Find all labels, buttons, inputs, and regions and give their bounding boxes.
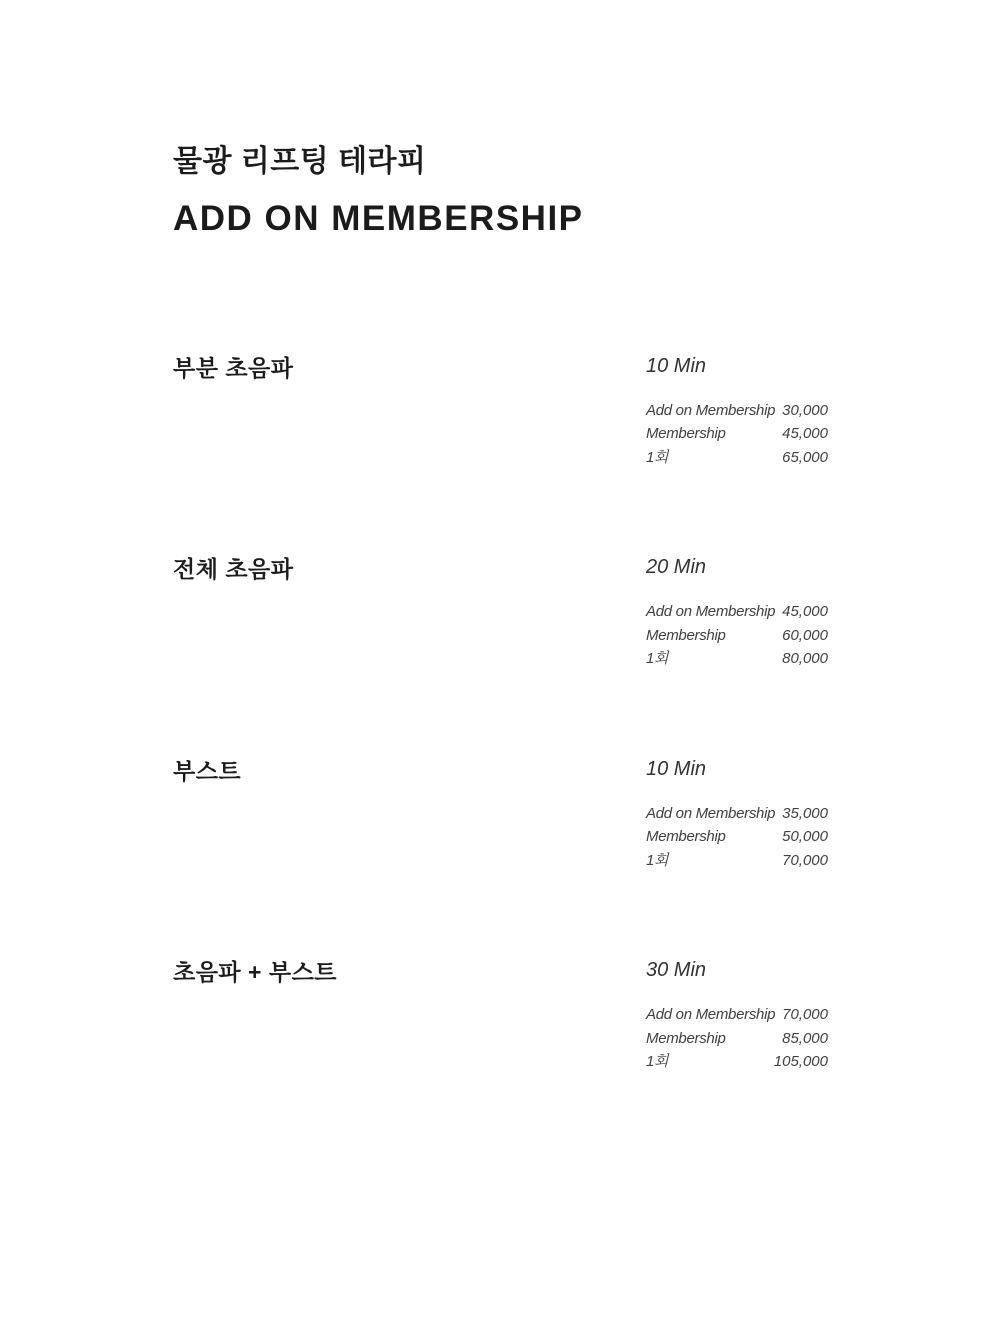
page-title-english: ADD ON MEMBERSHIP xyxy=(173,199,584,238)
price-row xyxy=(646,422,828,446)
service-duration: 30 Min xyxy=(646,959,707,981)
price-tier-value: 105,000 xyxy=(773,1053,828,1070)
price-tier-label: Membership xyxy=(646,626,726,644)
price-row xyxy=(646,624,828,648)
price-tier-label: Add on Membership xyxy=(646,401,776,419)
price-row xyxy=(646,802,828,826)
price-tier-label: Membership xyxy=(646,1029,726,1047)
price-list xyxy=(646,802,828,873)
price-tier-label: 1회 xyxy=(646,650,669,667)
price-tier-label: Add on Membership xyxy=(646,804,776,822)
service-pricing-column xyxy=(646,758,828,873)
menu-header xyxy=(173,0,828,239)
service-duration: 10 Min xyxy=(646,757,707,780)
price-tier-label: Add on Membership xyxy=(646,1006,776,1023)
price-tier-label: 1회 xyxy=(646,448,669,466)
price-tier-label: Add on Membership xyxy=(646,603,776,620)
service-section xyxy=(173,959,828,1074)
price-tier-label: Membership xyxy=(646,425,726,442)
price-tier-value: 70,000 xyxy=(782,1006,828,1023)
service-name: 부스트 xyxy=(173,757,242,784)
price-row xyxy=(646,399,828,423)
price-tier-value: 65,000 xyxy=(782,448,828,466)
price-tier-value: 80,000 xyxy=(782,650,828,667)
service-section xyxy=(173,556,828,671)
service-duration: 10 Min xyxy=(646,354,707,377)
price-tier-label: 1회 xyxy=(646,851,669,869)
price-tier-value: 45,000 xyxy=(782,603,828,620)
page-title-korean: 물광 리프팅 테라피 xyxy=(173,145,427,178)
service-section xyxy=(173,355,828,470)
price-row xyxy=(646,825,828,849)
price-tier-label: 1회 xyxy=(646,1053,669,1070)
price-row xyxy=(646,1050,828,1074)
price-row xyxy=(646,446,828,470)
service-pricing-column xyxy=(646,355,828,470)
price-list xyxy=(646,600,828,671)
price-tier-label: Membership xyxy=(646,828,726,845)
service-section xyxy=(173,758,828,873)
price-row xyxy=(646,600,828,624)
price-tier-value: 45,000 xyxy=(782,425,828,442)
service-name: 초음파 + 부스트 xyxy=(173,959,338,985)
service-name: 부분 초음파 xyxy=(173,354,294,381)
price-tier-value: 60,000 xyxy=(782,626,828,644)
service-pricing-column xyxy=(646,556,828,671)
price-row xyxy=(646,849,828,873)
service-list xyxy=(173,355,828,1074)
service-name: 전체 초음파 xyxy=(173,556,294,582)
price-tier-value: 50,000 xyxy=(782,828,828,845)
price-tier-value: 70,000 xyxy=(782,851,828,869)
price-row xyxy=(646,1027,828,1051)
service-pricing-column xyxy=(646,959,828,1074)
price-list xyxy=(646,1003,828,1074)
price-list xyxy=(646,399,828,470)
price-tier-value: 85,000 xyxy=(782,1029,828,1047)
price-tier-value: 35,000 xyxy=(782,804,828,822)
service-duration: 20 Min xyxy=(646,556,707,578)
price-row xyxy=(646,647,828,671)
price-tier-value: 30,000 xyxy=(782,401,828,419)
price-row xyxy=(646,1003,828,1027)
